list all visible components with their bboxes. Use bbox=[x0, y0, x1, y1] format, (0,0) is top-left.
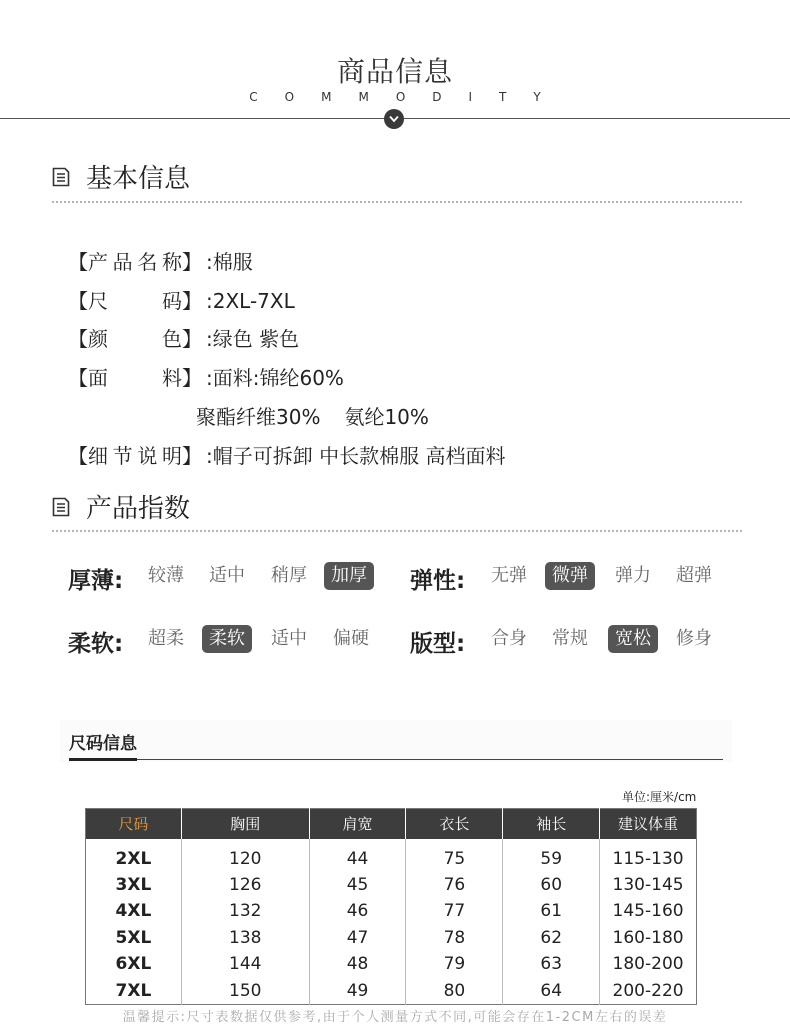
table-cell: 63 bbox=[503, 951, 600, 978]
table-cell: 49 bbox=[309, 978, 406, 1005]
size-note: 温馨提示:尺寸表数据仅供参考,由于个人测量方式不同,可能会存在1-2CM左右的误差 bbox=[122, 1010, 668, 1025]
index-option: 稍厚 bbox=[271, 565, 307, 586]
index-option: 偏硬 bbox=[333, 628, 369, 649]
info-row-color: 【颜色】 :绿色 紫色 bbox=[68, 327, 300, 351]
table-cell: 47 bbox=[309, 925, 406, 952]
table-row bbox=[86, 872, 697, 899]
table-cell: 77 bbox=[406, 898, 503, 925]
table-cell: 4XL bbox=[86, 898, 182, 925]
index-option: 无弹 bbox=[491, 565, 527, 586]
dotted-divider bbox=[52, 201, 742, 203]
table-row bbox=[86, 839, 697, 872]
table-row bbox=[86, 925, 697, 952]
table-cell: 80 bbox=[406, 978, 503, 1005]
table-header-cell: 建议体重 bbox=[600, 809, 697, 839]
size-unit-label: 单位:厘米/cm bbox=[622, 790, 697, 804]
index-option: 较薄 bbox=[148, 565, 184, 586]
table-cell: 2XL bbox=[86, 839, 182, 872]
table-cell: 3XL bbox=[86, 872, 182, 899]
index-option: 超弹 bbox=[676, 565, 712, 586]
index-option: 修身 bbox=[676, 628, 712, 649]
table-cell: 62 bbox=[503, 925, 600, 952]
index-label-thickness: 厚薄: bbox=[68, 568, 124, 594]
table-cell: 160-180 bbox=[612, 927, 684, 948]
table-row bbox=[86, 978, 697, 1005]
table-cell: 46 bbox=[309, 898, 406, 925]
table-cell: 75 bbox=[406, 839, 503, 872]
table-row bbox=[86, 898, 697, 925]
table-cell: 126 bbox=[181, 872, 309, 899]
info-row-size: 【尺码】 :2XL-7XL bbox=[68, 289, 295, 313]
table-cell: 144 bbox=[181, 951, 309, 978]
size-title-underline bbox=[69, 759, 723, 760]
size-table bbox=[85, 808, 697, 1005]
table-cell: 138 bbox=[181, 925, 309, 952]
table-cell: 64 bbox=[503, 978, 600, 1005]
table-header-cell: 尺码 bbox=[86, 809, 182, 839]
size-title-underline-accent bbox=[69, 758, 137, 761]
info-row-fabric: 【面料】 :面料:锦纶60% bbox=[68, 366, 344, 390]
page-title: 商品信息 bbox=[336, 55, 453, 88]
table-cell: 115-130 bbox=[612, 849, 684, 869]
table-cell: 7XL bbox=[86, 978, 182, 1005]
index-option-selected: 柔软 bbox=[202, 625, 252, 653]
page-subtitle: COMMODITY bbox=[249, 90, 568, 104]
table-cell: 79 bbox=[406, 951, 503, 978]
table-cell: 59 bbox=[503, 839, 600, 872]
index-option-selected: 加厚 bbox=[324, 562, 374, 590]
index-option-selected: 微弹 bbox=[545, 562, 595, 590]
index-option: 适中 bbox=[271, 628, 307, 649]
chevron-down-icon bbox=[384, 109, 404, 129]
table-header-cell: 肩宽 bbox=[309, 809, 406, 839]
section-title-index: 产品指数 bbox=[86, 494, 191, 524]
table-cell: 150 bbox=[181, 978, 309, 1005]
table-cell: 5XL bbox=[86, 925, 182, 952]
info-row-fabric-continued: 聚酯纤维30% 氨纶10% bbox=[196, 405, 429, 429]
table-cell: 78 bbox=[406, 925, 503, 952]
info-row-name: 【产品名称】 :棉服 bbox=[68, 250, 253, 274]
index-option: 弹力 bbox=[615, 565, 651, 586]
index-label-fit: 版型: bbox=[410, 631, 466, 657]
table-cell: 145-160 bbox=[612, 901, 684, 922]
table-cell: 76 bbox=[406, 872, 503, 899]
table-header-cell: 袖长 bbox=[503, 809, 600, 839]
table-cell: 180-200 bbox=[612, 954, 684, 975]
document-list-icon bbox=[52, 167, 70, 187]
table-header-cell: 衣长 bbox=[406, 809, 503, 839]
table-cell: 48 bbox=[309, 951, 406, 978]
index-label-softness: 柔软: bbox=[68, 631, 124, 657]
table-cell: 60 bbox=[503, 872, 600, 899]
document-list-icon bbox=[52, 497, 70, 517]
size-table-header bbox=[86, 809, 697, 839]
table-cell: 130-145 bbox=[612, 874, 684, 895]
index-option: 常规 bbox=[552, 628, 588, 649]
table-cell: 200-220 bbox=[612, 980, 684, 1001]
table-header-cell: 胸围 bbox=[181, 809, 309, 839]
index-option: 适中 bbox=[209, 565, 245, 586]
dotted-divider bbox=[52, 530, 742, 532]
index-label-elasticity: 弹性: bbox=[410, 568, 466, 594]
index-option-selected: 宽松 bbox=[608, 625, 658, 653]
info-row-details: 【细节说明】 :帽子可拆卸 中长款棉服 高档面料 bbox=[68, 444, 506, 468]
index-option: 超柔 bbox=[148, 628, 184, 649]
table-cell: 61 bbox=[503, 898, 600, 925]
table-cell: 45 bbox=[309, 872, 406, 899]
table-row bbox=[86, 951, 697, 978]
index-option: 合身 bbox=[491, 628, 527, 649]
size-title-band bbox=[60, 720, 732, 762]
table-cell: 44 bbox=[309, 839, 406, 872]
section-title-basic: 基本信息 bbox=[86, 164, 191, 194]
size-section-title: 尺码信息 bbox=[69, 734, 137, 754]
table-cell: 120 bbox=[181, 839, 309, 872]
table-cell: 6XL bbox=[86, 951, 182, 978]
table-cell: 132 bbox=[181, 898, 309, 925]
